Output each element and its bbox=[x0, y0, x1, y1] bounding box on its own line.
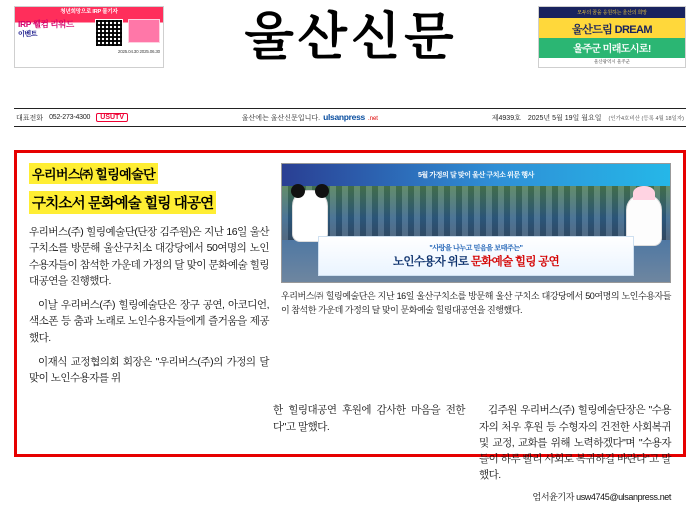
mascot-character-left-icon bbox=[292, 190, 328, 242]
ad-banner-right[interactable] bbox=[538, 6, 686, 68]
photo-stage-banner bbox=[318, 236, 634, 276]
article-headline: 구치소서 문화예술 힐링 대공연 bbox=[29, 191, 216, 214]
page-title: 울산신문 bbox=[244, 7, 458, 67]
body-paragraph: 한 힐링대공연 후원에 감사한 마음을 전한다"고 말했다. bbox=[273, 404, 465, 433]
byline: 엄서윤기자 usw4745@ulsanpress.net bbox=[532, 491, 671, 502]
ad-left-strip: 청년희망으로 IRP 몰기자 bbox=[60, 9, 118, 15]
photo-crowd bbox=[282, 186, 670, 240]
article-photo bbox=[281, 163, 671, 283]
photo-top-banner: 5월 가정의 달 맞이 울산 구치소 위문 행사 bbox=[282, 164, 670, 186]
ad-right-mid: 울산드림 DREAM bbox=[539, 18, 685, 38]
article-column-3 bbox=[479, 402, 671, 504]
ad-banner-left[interactable] bbox=[14, 6, 164, 68]
issue-registration: (인가4호비산 (등록 4월 18일자) bbox=[608, 115, 684, 122]
issue-date: 2025년 5월 19일 월요일 bbox=[527, 114, 602, 122]
body-paragraph: 김주원 우리버스(주) 힐링예술단장은 "수용자의 처우 후원 등 수형자의 건전한 사회복귀 및 교정, 교화를 위해 노력하겠다"며 "수용자들이 하루 빨리 사회로 복귀하길 바란다"고 말했다. bbox=[479, 404, 671, 482]
lead-paragraph: 이재식 교정협의회 회장은 "우리버스(주)의 가정의 달 맞이 노인수용자를 위 bbox=[29, 355, 269, 385]
article-column-2 bbox=[29, 402, 465, 504]
lead-paragraph: 이날 우리버스(주) 힐링예술단은 장구 공연, 아코디언, 색소폰 등 춤과 노래로 노인수용자들에게 즐거움을 제공했다. bbox=[29, 299, 269, 344]
site-tld: .net bbox=[367, 116, 378, 122]
info-bar bbox=[14, 108, 686, 127]
masthead bbox=[0, 0, 700, 108]
tel-number: 052-273-4300 bbox=[49, 114, 91, 121]
article-photo-block bbox=[281, 163, 671, 394]
ad-left-sub: 이벤트 bbox=[18, 30, 38, 38]
ad-left-text bbox=[18, 19, 92, 47]
ad-left-headline: IRP 웰컴 리워드 bbox=[18, 18, 74, 29]
info-left bbox=[16, 113, 128, 123]
article-kicker: 우리버스㈜ 힐링예술단 bbox=[29, 163, 158, 184]
qr-code-icon bbox=[95, 19, 123, 47]
ad-left-body bbox=[15, 17, 163, 49]
tel-label: 대표전화 bbox=[16, 114, 44, 122]
info-center bbox=[242, 112, 378, 123]
article-bottom-columns bbox=[29, 402, 671, 504]
photo-caption: 우리버스㈜ 힐링예술단은 지난 16일 울산구치소를 방문해 울산 구치소 대강당에서 50여명의 노인수용자들이 참석한 가운데 가정의 달 맞이 문화예술 힐링대공연을 진행했다. bbox=[281, 291, 671, 315]
lead-paragraph: 우리버스(주) 힐링예술단(단장 김주원)은 지난 16일 울산구치소를 방문해 울산구치소 대강당에서 50여명의 노인수용자들이 참석한 가운데 가정의 달 맞이 문화예술 힐링대공연을 진행했다. bbox=[29, 226, 269, 287]
ad-right-bot: 울주군 미래도시로! bbox=[539, 38, 685, 58]
usutv-logo[interactable]: USUTV bbox=[96, 113, 128, 122]
ad-right-foot: 울산광역시 울주군 bbox=[593, 59, 631, 64]
site-prefix: 울산에는 울산신문입니다. bbox=[241, 115, 321, 122]
article-lead bbox=[29, 224, 269, 386]
banner-line-2 bbox=[393, 253, 559, 269]
gift-box-icon bbox=[128, 19, 160, 43]
ad-right-top: 모두의 꿈을 응원하는 울산의 희망 bbox=[539, 7, 685, 18]
banner-line-1: "사랑을 나누고 믿음을 보태주는" bbox=[429, 245, 523, 252]
ad-left-period: 2025.04.30 2025.06.30 bbox=[117, 48, 160, 54]
highlighted-article bbox=[14, 150, 686, 502]
info-right bbox=[492, 113, 684, 123]
site-name[interactable]: ulsanpress bbox=[323, 112, 365, 122]
article-headline-block bbox=[29, 163, 269, 394]
banner-line-2a: 노인수용자 위로 bbox=[392, 256, 471, 268]
article-top bbox=[29, 163, 671, 394]
masthead-title-wrap bbox=[164, 6, 538, 67]
banner-line-2b: 문화예술 힐링 공연 bbox=[470, 256, 560, 268]
issue-number: 제4939호 bbox=[491, 114, 521, 122]
